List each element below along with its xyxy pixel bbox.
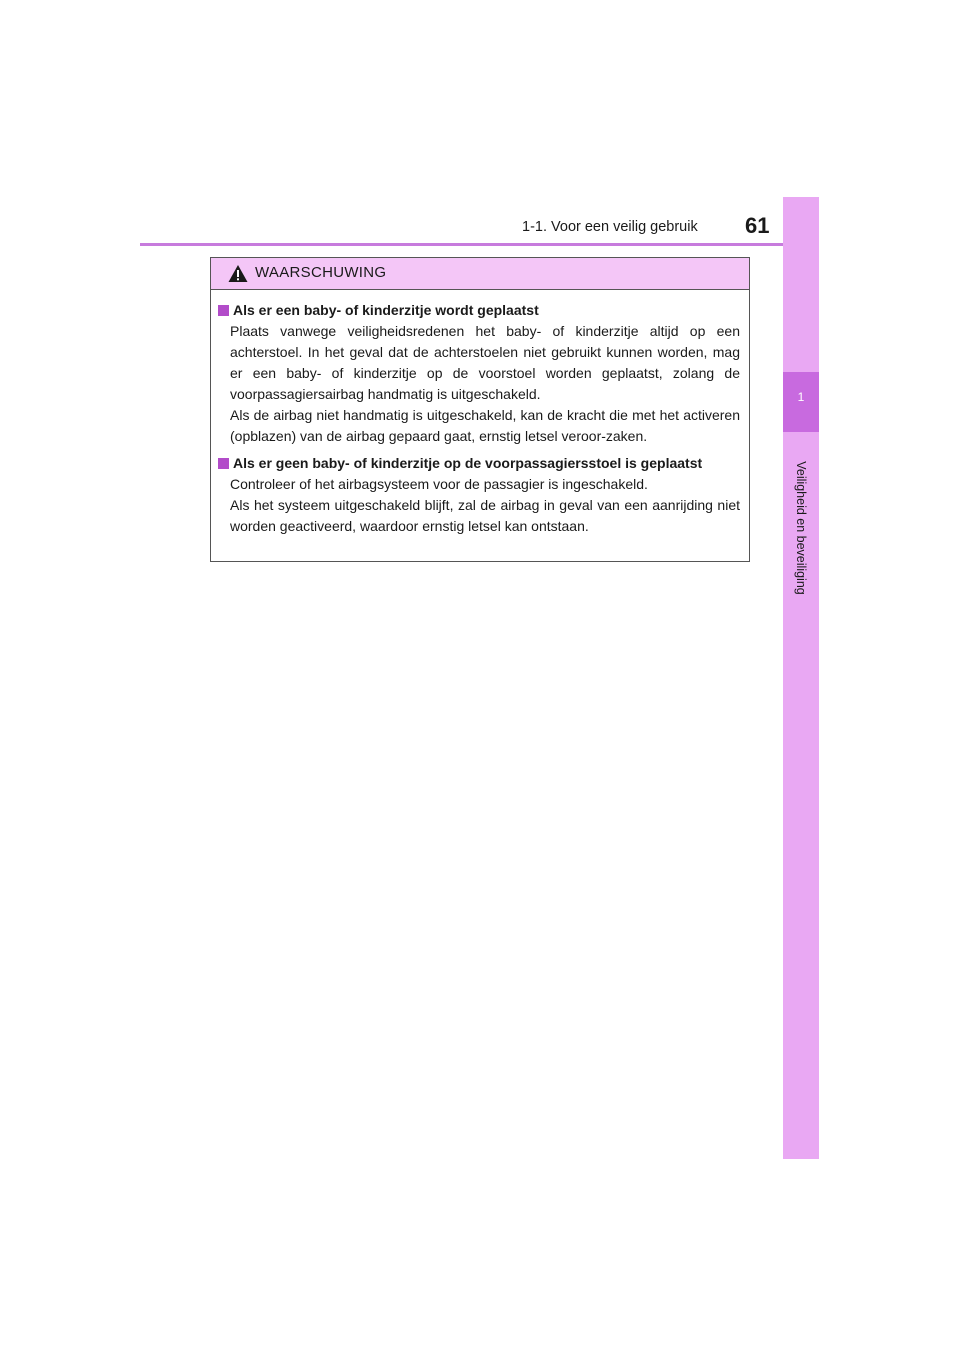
warning-item-heading-text: Als er geen baby- of kinderzitje op de voorpassagiersstoel is geplaatst bbox=[233, 455, 703, 471]
warning-item-text bbox=[218, 474, 740, 537]
chapter-side-tab bbox=[783, 197, 819, 1159]
chapter-number: 1 bbox=[797, 390, 805, 404]
warning-title: WAARSCHUWING bbox=[255, 264, 387, 281]
warning-paragraph: Als de airbag niet handmatig is uitgeschakeld, kan de kracht die met het activeren (opblazen) van de airbag gepaard gaat, ernstig letsel veroor-zaken. bbox=[230, 407, 740, 444]
warning-item bbox=[218, 453, 740, 537]
warning-item-heading bbox=[218, 453, 740, 474]
warning-header bbox=[211, 258, 749, 290]
warning-item bbox=[218, 300, 740, 447]
page-number: 61 bbox=[745, 213, 770, 238]
warning-paragraph: Als het systeem uitgeschakeld blijft, zal de airbag in geval van een aanrijding niet worden geactiveerd, waardoor ernstig letsel kan ontstaan. bbox=[230, 497, 740, 534]
bullet-square-icon bbox=[218, 458, 229, 469]
chapter-title: Veiligheid en beveiliging bbox=[794, 461, 808, 595]
warning-paragraph: Controleer of het airbagsysteem voor de passagier is ingeschakeld. bbox=[230, 476, 648, 492]
header-divider bbox=[140, 243, 819, 246]
warning-body bbox=[211, 290, 749, 537]
warning-box bbox=[210, 257, 750, 562]
bullet-square-icon bbox=[218, 305, 229, 316]
warning-triangle-icon bbox=[228, 264, 248, 283]
section-title: 1-1. Voor een veilig gebruik bbox=[522, 219, 698, 235]
warning-item-heading-text: Als er een baby- of kinderzitje wordt geplaatst bbox=[233, 302, 539, 318]
warning-item-heading bbox=[218, 300, 740, 321]
warning-paragraph: Plaats vanwege veiligheidsredenen het baby- of kinderzitje altijd op een achterstoel. In het geval dat de achterstoelen niet gebruikt kunnen worden, mag er een baby- of kinderzitje op de voorstoel worden geplaatst, zolang de voorpassagiersairbag handmatig is uitgeschakeld. bbox=[230, 323, 740, 402]
warning-item-text bbox=[218, 321, 740, 447]
